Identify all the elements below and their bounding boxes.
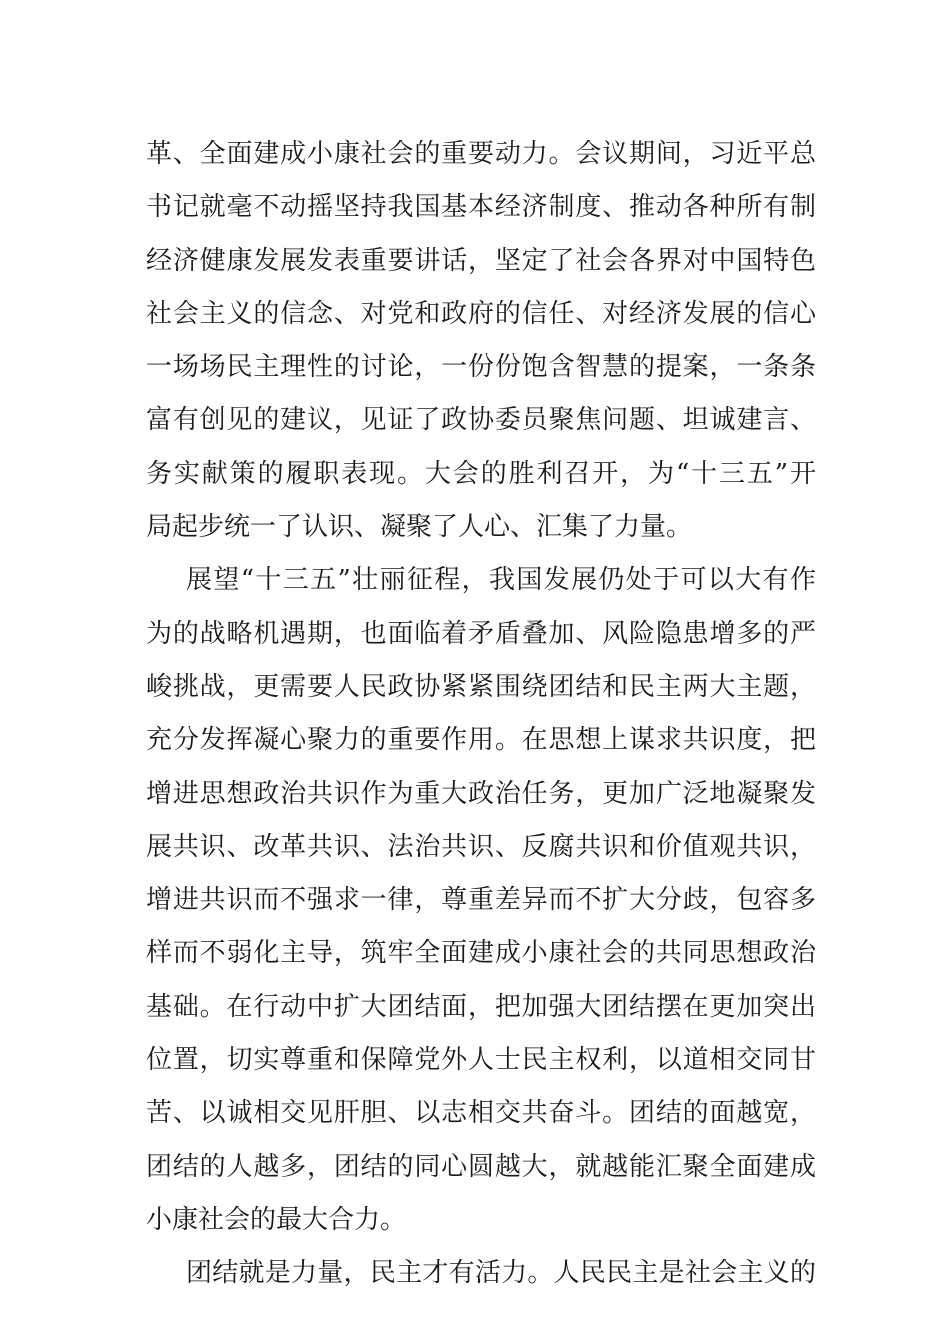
text-line: 革、全面建成小康社会的重要动力。会议期间，习近平总 xyxy=(146,139,816,169)
text-line: 展望“十三五”壮丽征程，我国发展仍处于可以大有作 xyxy=(186,565,816,596)
text-line: 一场场民主理性的讨论，一份份饱含智慧的提案，一条条 xyxy=(146,352,816,383)
text-line: 社会主义的信念、对党和政府的信任、对经济发展的信心 xyxy=(146,298,816,329)
text-line: 样而不弱化主导，筑牢全面建成小康社会的共同思想政治 xyxy=(146,938,816,969)
text-line: 增进共识而不强求一律，尊重差异而不扩大分歧，包容多 xyxy=(146,885,816,916)
text-line: 经济健康发展发表重要讲话，坚定了社会各界对中国特色 xyxy=(146,245,816,276)
body-text xyxy=(146,128,816,1301)
text-line: 位置，切实尊重和保障党外人士民主权利，以道相交同甘 xyxy=(146,1045,816,1076)
text-line: 务实献策的履职表现。大会的胜利召开，为“十三五”开 xyxy=(146,458,816,489)
text-line: 充分发挥凝心聚力的重要作用。在思想上谋求共识度，把 xyxy=(146,725,816,756)
text-line: 富有创见的建议，见证了政协委员聚焦问题、坦诚建言、 xyxy=(146,405,816,436)
text-line: 小康社会的最大合力。 xyxy=(146,1204,407,1235)
text-line: 增进思想政治共识作为重大政治任务，更加广泛地凝聚发 xyxy=(146,778,816,809)
text-line: 基础。在行动中扩大团结面，把加强大团结摆在更加突出 xyxy=(146,991,816,1022)
text-line: 展共识、改革共识、法治共识、反腐共识和价值观共识， xyxy=(146,831,816,862)
text-line: 团结就是力量，民主才有活力。人民民主是社会主义的 xyxy=(186,1258,816,1289)
text-line: 苦、以诚相交见肝胆、以志相交共奋斗。团结的面越宽， xyxy=(146,1098,816,1129)
text-line: 为的战略机遇期，也面临着矛盾叠加、风险隐患增多的严 xyxy=(146,618,816,649)
text-line: 书记就毫不动摇坚持我国基本经济制度、推动各种所有制 xyxy=(146,192,816,223)
text-line: 局起步统一了认识、凝聚了人心、汇集了力量。 xyxy=(146,512,693,543)
text-line: 峻挑战，更需要人民政协紧紧围绕团结和民主两大主题， xyxy=(146,671,816,702)
text-line: 团结的人越多，团结的同心圆越大，就越能汇聚全面建成 xyxy=(146,1151,816,1182)
